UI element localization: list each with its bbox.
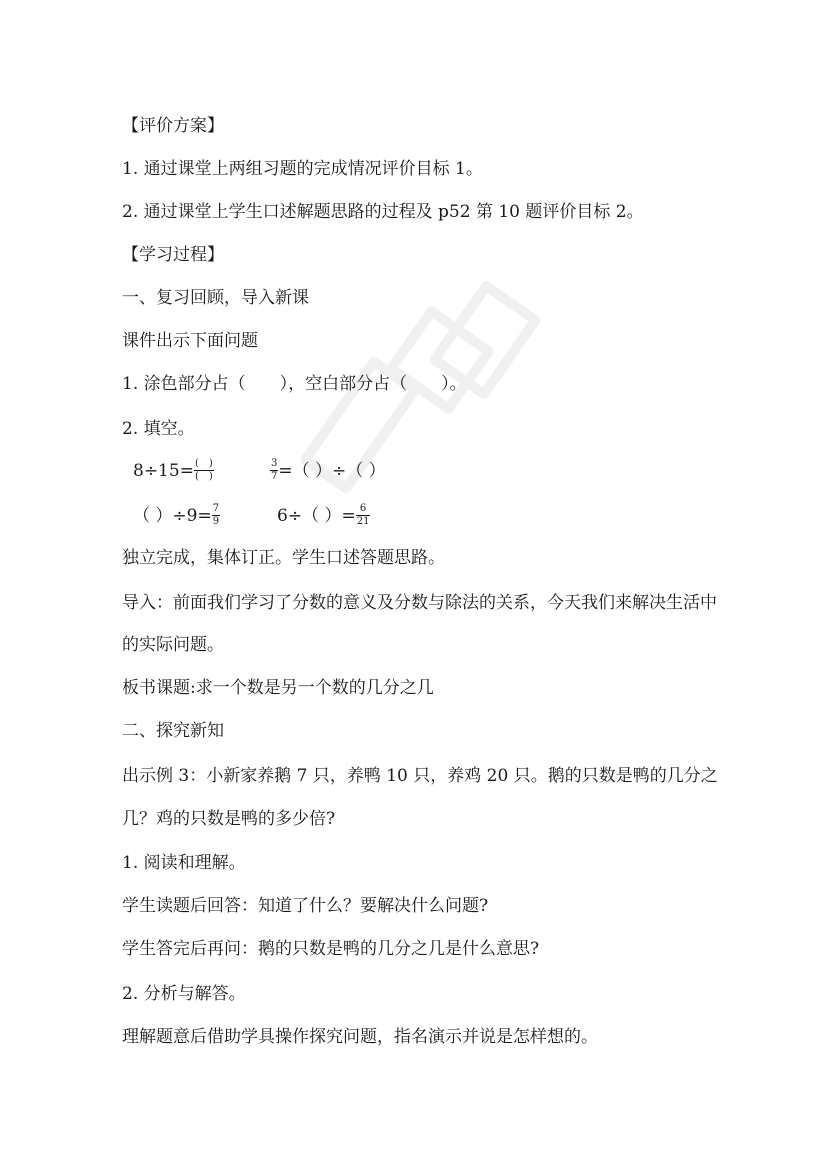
paragraph: 导入：前面我们学习了分数的意义及分数与除法的关系，今天我们来解决生活中 xyxy=(122,593,717,613)
numerator: 6 xyxy=(356,504,371,516)
paragraph: 1. 阅读和理解。 xyxy=(122,853,246,873)
fill-item-4 xyxy=(277,505,370,528)
fraction xyxy=(194,459,214,482)
section-heading-learning: 【学习过程】 xyxy=(122,245,224,265)
paragraph: 2. 通过课堂上学生口述解题思路的过程及 p52 第 10 题评价目标 2。 xyxy=(122,202,644,222)
fraction xyxy=(270,459,278,482)
fill-item-1 xyxy=(133,460,214,483)
section-heading-evaluation: 【评价方案】 xyxy=(122,116,224,136)
fill-text: （ ）÷9= xyxy=(133,506,212,526)
fraction xyxy=(356,504,371,527)
paragraph: 1. 通过课堂上两组习题的完成情况评价目标 1。 xyxy=(122,159,483,179)
paragraph: 理解题意后借助学具操作探究问题，指名演示并说是怎样想的。 xyxy=(122,1027,598,1047)
paragraph: 学生读题后回答：知道了什么？要解决什么问题? xyxy=(122,896,489,916)
fraction xyxy=(212,504,220,527)
numerator: 7 xyxy=(212,503,220,514)
paragraph: 几？鸡的只数是鸭的多少倍? xyxy=(122,809,336,829)
paragraph: 独立完成，集体订正。学生口述答题思路。 xyxy=(122,548,445,568)
numerator: ( ) xyxy=(194,458,213,469)
paragraph: 出示例 3：小新家养鹅 7 只，养鸭 10 只，养鸡 20 只。鹅的只数是鸭的几分之 xyxy=(122,766,718,786)
fill-text: 8÷15= xyxy=(133,461,194,481)
denominator: 7 xyxy=(271,471,278,482)
subheading: 一、复习回顾，导入新课 xyxy=(122,288,309,308)
denominator: 9 xyxy=(212,516,220,527)
fill-text: =（ ）÷（ ） xyxy=(278,461,386,481)
paragraph: 课件出示下面问题 xyxy=(122,331,258,351)
fill-item-2 xyxy=(270,460,386,483)
paragraph: 2. 分析与解答。 xyxy=(122,984,246,1004)
subheading: 二、探究新知 xyxy=(122,721,224,741)
numerator: 3 xyxy=(271,458,278,469)
fill-item-3 xyxy=(133,505,220,528)
denominator: ( ) xyxy=(194,471,213,482)
denominator: 21 xyxy=(356,516,370,527)
paragraph: 板书课题:求一个数是另一个数的几分之几 xyxy=(122,678,434,698)
question: 1. 涂色部分占（ ），空白部分占（ ）。 xyxy=(122,374,467,394)
fill-text: 6÷（ ）= xyxy=(277,506,356,526)
paragraph: 的实际问题。 xyxy=(122,635,224,655)
paragraph: 学生答完后再问：鹅的只数是鸭的几分之几是什么意思? xyxy=(122,939,540,959)
question: 2. 填空。 xyxy=(122,419,195,439)
